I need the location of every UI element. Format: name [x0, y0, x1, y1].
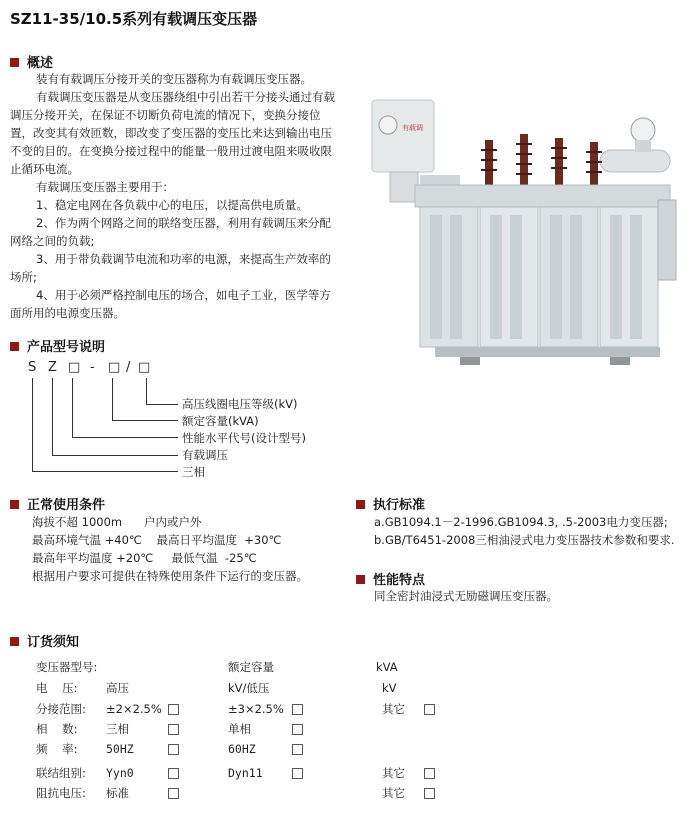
model-code-char: /	[126, 360, 131, 375]
order-option: 标准	[106, 786, 129, 800]
order-option: 其它	[382, 786, 405, 800]
overview-line: 不变的目的。在变换分接过程中的能量一般用过渡电阻来吸收限	[10, 144, 332, 158]
overview-line: 止循环电流。	[10, 162, 79, 176]
overview-line: 3、用于带负载调节电流和功率的电源，来提高生产效率的	[36, 252, 331, 266]
order-checkbox[interactable]	[292, 768, 303, 779]
standards-line: a.GB1094.1－2-1996.GB1094.3, .5-2003电力变压器;	[374, 515, 668, 529]
order-option: Yyn0	[106, 766, 134, 780]
order-label: 联结组别:	[36, 766, 86, 780]
order-heading: 订货须知	[10, 631, 79, 650]
order-option: ±3×2.5%	[228, 702, 284, 716]
standards-line: b.GB/T6451-2008三相油浸式电力变压器技术参数和要求.	[374, 533, 675, 547]
conditions-line: 根据用户要求可提供在特殊使用条件下运行的变压器。	[32, 569, 308, 583]
order-label: 分接范围:	[36, 702, 86, 716]
overview-line: 场所;	[10, 270, 37, 284]
page-title: SZ11-35/10.5系列有载调压变压器	[10, 10, 258, 28]
order-option: 60HZ	[228, 742, 256, 756]
overview-line: 置，改变其有效匝数，即改变了变压器的变压比来达到输出电压	[10, 126, 332, 140]
order-label: 频 率:	[36, 742, 78, 756]
order-option: 额定容量	[228, 660, 274, 674]
order-checkbox[interactable]	[424, 788, 435, 799]
order-checkbox[interactable]	[424, 704, 435, 715]
model-legend-item: 三相	[182, 465, 205, 479]
model-legend-item: 高压线圈电压等级(kV)	[182, 397, 298, 411]
overview-heading: 概述	[10, 52, 53, 71]
order-option: 三相	[106, 722, 129, 736]
order-checkbox[interactable]	[292, 724, 303, 735]
order-label: 变压器型号:	[36, 660, 98, 674]
order-option: 50HZ	[106, 742, 134, 756]
order-checkbox[interactable]	[168, 724, 179, 735]
overview-line: 有载调压变压器是从变压器绕组中引出若干分接头通过有载	[36, 90, 335, 104]
overview-line: 2、作为两个网路之间的联络变压器，利用有载调压来分配	[36, 216, 331, 230]
order-option: 单相	[228, 722, 251, 736]
overview-line: 调压分接开关，在保证不切断负荷电流的情况下，变换分接位	[10, 108, 321, 122]
order-option: ±2×2.5%	[106, 702, 162, 716]
model-code-char: S	[28, 360, 37, 375]
model-code-char: Z	[48, 360, 57, 375]
order-checkbox[interactable]	[168, 768, 179, 779]
order-option: Dyn11	[228, 766, 263, 780]
overview-line: 装有有载调压分接开关的变压器称为有载调压变压器。	[36, 72, 312, 86]
overview-text	[10, 70, 355, 322]
order-checkbox[interactable]	[424, 768, 435, 779]
svg-text:有载调: 有载调	[402, 124, 423, 132]
model-code-char: □	[108, 360, 121, 375]
conditions-heading: 正常使用条件	[10, 494, 105, 513]
features-text: 同全密封油浸式无励磁调压变压器。	[374, 589, 558, 603]
order-option: 其它	[382, 766, 405, 780]
order-checkbox[interactable]	[168, 788, 179, 799]
overview-line: 4、用于必须严格控制电压的场合，如电子工业，医学等方	[36, 288, 331, 302]
transformer-photo	[360, 70, 695, 370]
model-legend-item: 额定容量(kVA)	[182, 414, 259, 428]
overview-line: 1、稳定电网在各负载中心的电压，以提高供电质量。	[36, 198, 308, 212]
order-label: 相 数:	[36, 722, 78, 736]
conditions-line: 海拔不超 1000m 户内或户外	[32, 515, 202, 529]
order-checkbox[interactable]	[292, 704, 303, 715]
order-label: 电 压:	[36, 681, 78, 695]
order-option: kV/低压	[228, 681, 270, 695]
model-legend-item: 性能水平代号(设计型号)	[182, 431, 306, 445]
model-code-char: □	[68, 360, 81, 375]
model-legend-item: 有载调压	[182, 448, 228, 462]
model-legend	[182, 396, 306, 481]
order-option: kV	[382, 681, 397, 695]
order-option: kVA	[376, 660, 398, 674]
standards-heading: 执行标准	[356, 494, 425, 513]
model-heading: 产品型号说明	[10, 336, 105, 355]
conditions-line: 最高环境气温 +40℃ 最高日平均温度 +30℃	[32, 533, 282, 547]
overview-line: 网络之间的负载;	[10, 234, 95, 248]
overview-line: 有载调压变压器主要用于：	[36, 180, 174, 194]
order-option: 高压	[106, 681, 129, 695]
conditions-line: 最高年平均温度 +20℃ 最低气温 -25℃	[32, 551, 257, 565]
model-code-char: □	[138, 360, 151, 375]
model-code-char: -	[90, 360, 95, 375]
order-checkbox[interactable]	[168, 744, 179, 755]
features-heading: 性能特点	[356, 569, 425, 588]
order-option: 其它	[382, 702, 405, 716]
order-checkbox[interactable]	[168, 704, 179, 715]
order-label: 阻抗电压:	[36, 786, 86, 800]
overview-line: 面所用的电源变压器。	[10, 306, 125, 320]
order-checkbox[interactable]	[292, 744, 303, 755]
